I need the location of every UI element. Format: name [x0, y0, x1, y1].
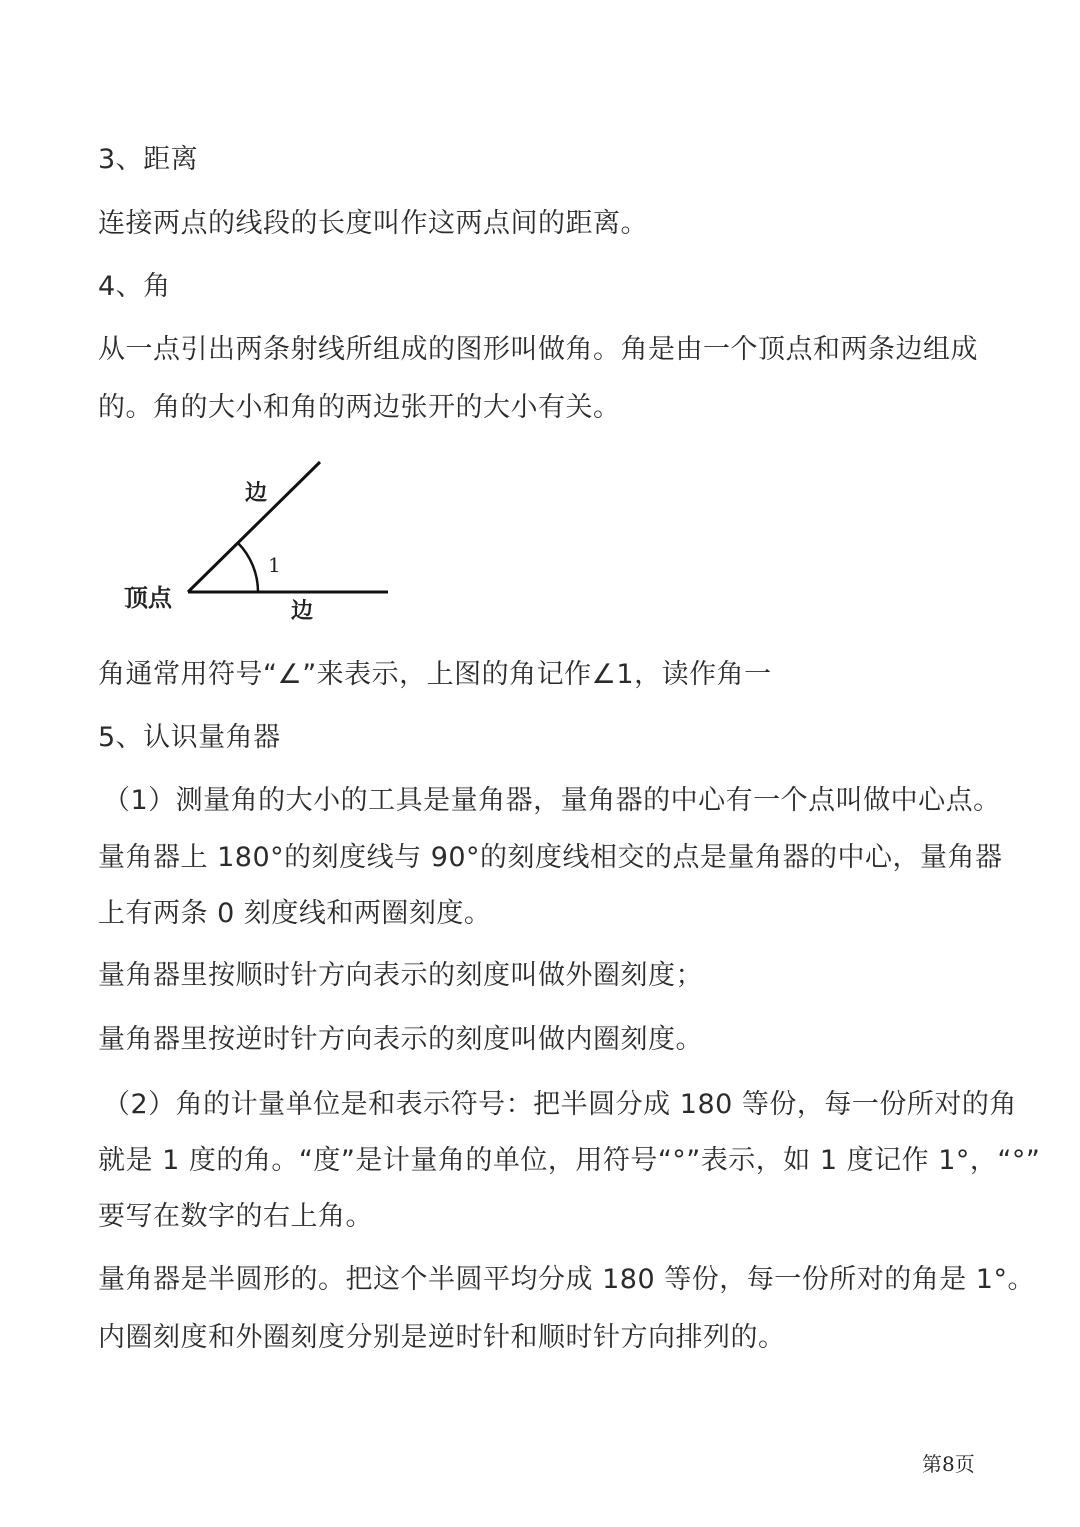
angle-arc [238, 543, 258, 592]
protractor-para-2-line-1: （2）角的计量单位是和表示符号：把半圆分成 180 等份，每一份所对的角 [103, 1089, 1017, 1120]
protractor-para-3-line-2: 内圈刻度和外圈刻度分别是逆时针和顺时针方向排列的。 [98, 1322, 786, 1353]
protractor-para-1-line-1: （1）测量角的大小的工具是量角器，量角器的中心有一个点叫做中心点。 [103, 785, 1001, 816]
section-3-definition: 连接两点的线段的长度叫作这两点间的距离。 [98, 208, 648, 239]
angle-symbol-note: 角通常用符号“∠”来表示，上图的角记作∠1，读作角一 [98, 659, 772, 690]
section-4-definition-line-1: 从一点引出两条射线所组成的图形叫做角。角是由一个顶点和两条边组成 [98, 334, 978, 365]
upper-side-label: 边 [245, 481, 268, 506]
page-number: 第8页 [922, 1452, 975, 1476]
inner-scale-definition: 量角器里按逆时针方向表示的刻度叫做内圈刻度。 [98, 1024, 703, 1055]
section-3-heading: 3、距离 [98, 144, 199, 175]
protractor-para-2-line-3: 要写在数字的右上角。 [98, 1201, 373, 1232]
angle-diagram [110, 452, 410, 637]
outer-scale-definition: 量角器里按顺时针方向表示的刻度叫做外圈刻度； [98, 960, 703, 991]
section-4-heading: 4、角 [98, 271, 171, 302]
protractor-para-2-line-2: 就是 1 度的角。“度”是计量角的单位，用符号“°”表示，如 1 度记作 1°，“°” [98, 1145, 1041, 1176]
protractor-para-1-line-2: 量角器上 180°的刻度线与 90°的刻度线相交的点是量角器的中心，量角器 [98, 842, 1003, 873]
vertex-label: 顶点 [124, 584, 172, 612]
protractor-para-3-line-1: 量角器是半圆形的。把这个半圆平均分成 180 等份，每一份所对的角是 1°。 [98, 1264, 1035, 1295]
section-5-heading: 5、认识量角器 [98, 722, 281, 753]
lower-side-label: 边 [291, 599, 314, 624]
section-4-definition-line-2: 的。角的大小和角的两边张开的大小有关。 [98, 392, 621, 423]
angle-number-label: 1 [268, 553, 281, 577]
protractor-para-1-line-3: 上有两条 0 刻度线和两圈刻度。 [98, 898, 492, 929]
